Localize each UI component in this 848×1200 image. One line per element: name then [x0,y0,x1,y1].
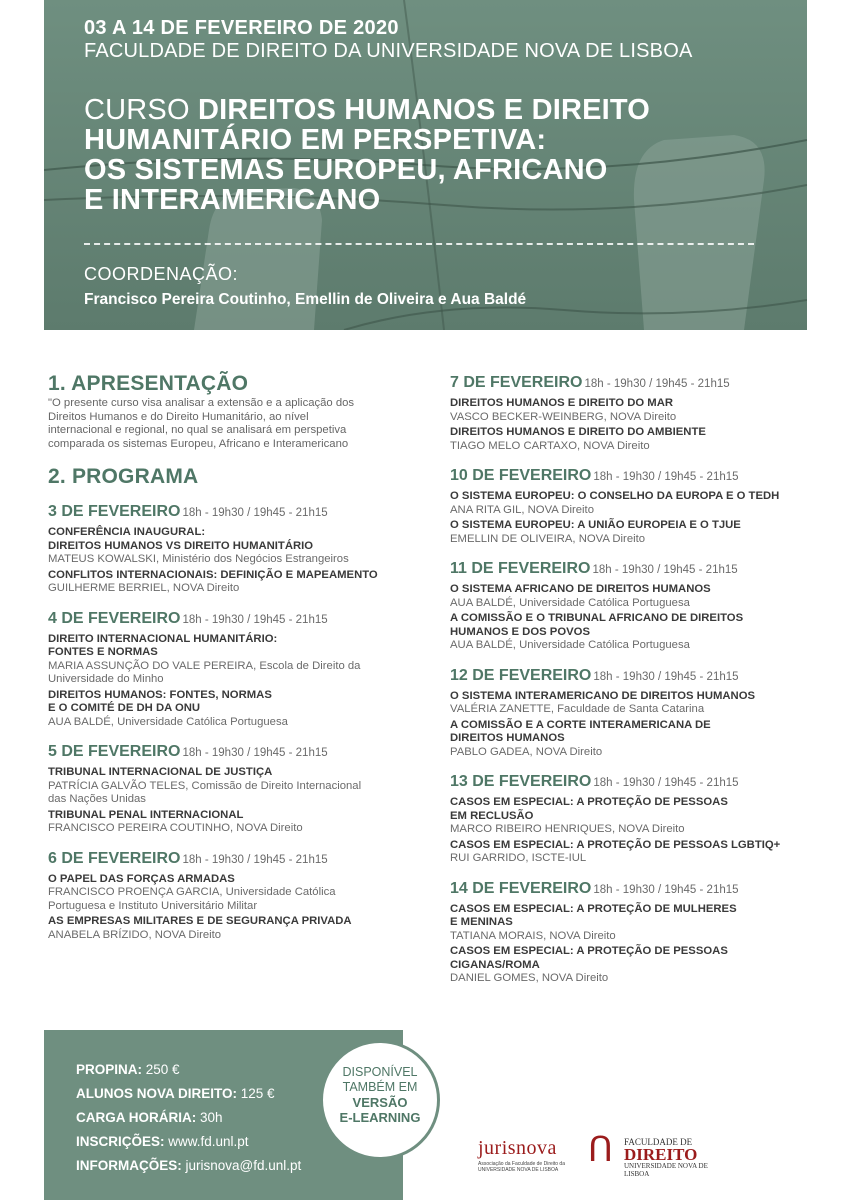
session-speaker: TATIANA MORAIS, NOVA Direito [450,929,616,942]
day-block [450,372,810,453]
day-header [450,878,810,901]
intro-line: "O presente curso visa analisar a extensão e a aplicação dos [48,397,355,409]
session [450,583,810,610]
session-title: O PAPEL DAS FORÇAS ARMADAS [48,872,235,885]
session-title: TRIBUNAL INTERNACIONAL DE JUSTIÇA [48,766,273,778]
host-school: FACULDADE DE DIREITO DA UNIVERSIDADE NOVA DE LISBOA [84,40,693,62]
session [450,903,810,944]
session [450,796,810,837]
session [48,689,408,730]
jurisnova-subtitle [478,1161,570,1173]
day-header [450,465,810,488]
day-header [450,665,810,688]
coordination-label: COORDENAÇÃO: [84,264,239,284]
course-title-line-3: OS SISTEMAS EUROPEU, AFRICANO [84,154,608,186]
course-title-lead: CURSO [84,94,198,126]
day-block [48,608,408,730]
fee-row [76,1062,180,1077]
day-title: 6 DE FEVEREIRO [48,849,181,867]
workload-label: CARGA HORÁRIA: [76,1110,197,1125]
elearning-badge [320,1040,440,1160]
session-title: A COMISSÃO E A CORTE INTERAMERICANA DE [450,718,711,731]
signup-label: INSCRIÇÕES: [76,1134,165,1149]
workload-row [76,1110,223,1125]
session-speaker: GUILHERME BERRIEL, NOVA Direito [48,582,240,594]
session [450,839,810,866]
right-column [450,372,810,986]
course-title-line-4: E INTERAMERICANO [84,184,381,216]
intro-line: Direitos Humanos e do Direito Humanitário, ao nível [48,410,309,423]
fd-logo-line-1: FACULDADE DE [624,1137,693,1147]
session-speaker: ANA RITA GIL, NOVA Direito [450,503,594,516]
session-title: DIREITO INTERNACIONAL HUMANITÁRIO: [48,632,278,645]
signup-link[interactable]: www.fd.unl.pt [164,1134,249,1149]
course-title-line-2: HUMANITÁRIO EM PERSPETIVA: [84,124,547,156]
dashed-divider [84,243,754,245]
session-title: CASOS EM ESPECIAL: A PROTEÇÃO DE PESSOAS LGBTIQ+ [450,838,781,851]
day-hours: 18h - 19h30 / 19h45 - 21h15 [593,471,739,483]
intro-line: comparada os sistemas Europeu, Africano e Interamericano [48,437,349,450]
day-hours: 18h - 19h30 / 19h45 - 21h15 [584,378,730,390]
fd-logo-line-3: UNIVERSIDADE NOVA DE LISBOA [624,1162,708,1178]
fee-value: 250 € [142,1062,180,1077]
fd-monogram-icon: ᑎ [588,1132,613,1169]
day-title: 7 DE FEVEREIRO [450,374,583,391]
jurisnova-subtitle-line: Associação da Faculdade de Direito da [478,1161,565,1167]
day-block [450,465,810,546]
session-speaker: MARIA ASSUNÇÃO DO VALE PEREIRA, Escola de Direito da [48,659,361,672]
day-hours: 18h - 19h30 / 19h45 - 21h15 [182,613,328,626]
contact-row [76,1158,301,1173]
session-title: DIREITOS HUMANOS E DIREITO DO MAR [450,397,674,409]
session-speaker: PABLO GADEA, NOVA Direito [450,745,603,758]
student-fee-value: 125 € [237,1086,275,1101]
day-hours: 18h - 19h30 / 19h45 - 21h15 [593,883,739,896]
intro-line: internacional e regional, no qual se analisará em perspetiva [48,424,347,436]
session-speaker: AUA BALDÉ, Universidade Católica Portuguesa [450,639,690,651]
day-block [48,848,408,943]
session-speaker: VASCO BECKER-WEINBERG, NOVA Direito [450,410,677,423]
header-banner [44,0,807,330]
intro-text [48,397,408,451]
section-title-apresentacao: 1. APRESENTAÇÃO [48,372,249,395]
faculdade-direito-logo [588,1132,718,1178]
contact-email-link[interactable]: jurisnova@fd.unl.pt [181,1158,302,1173]
day-header [48,501,408,524]
session-speaker: EMELLIN DE OLIVEIRA, NOVA Direito [450,532,646,545]
day-hours: 18h - 19h30 / 19h45 - 21h15 [592,564,738,576]
session-title: HUMANOS E DOS POVOS [450,625,590,638]
day-title: 3 DE FEVEREIRO [48,503,181,520]
session [450,719,810,760]
day-hours: 18h - 19h30 / 19h45 - 21h15 [182,507,328,519]
day-hours: 18h - 19h30 / 19h45 - 21h15 [593,670,739,683]
left-schedule [48,501,408,942]
session-title: CIGANAS/ROMA [450,958,540,971]
session-speaker: DANIEL GOMES, NOVA Direito [450,972,609,984]
session [450,397,810,424]
badge-line-3: VERSÃO [352,1095,408,1110]
session-title: EM RECLUSÃO [450,809,534,822]
session [48,526,408,567]
session [450,426,810,453]
day-block [48,741,408,836]
course-title [84,95,704,215]
session-title: DIREITOS HUMANOS VS DIREITO HUMANITÁRIO [48,539,314,552]
contact-label: INFORMAÇÕES: [76,1158,182,1173]
fd-logo-line-2: DIREITO [624,1145,698,1164]
day-title: 13 DE FEVEREIRO [450,773,592,790]
session-title: E O COMITÉ DE DH DA ONU [48,702,201,714]
signup-row [76,1134,249,1149]
session-speaker: AUA BALDÉ, Universidade Católica Portuguesa [48,715,288,728]
day-hours: 18h - 19h30 / 19h45 - 21h15 [593,777,739,789]
session [450,519,810,546]
event-dates: 03 A 14 DE FEVEREIRO DE 2020 [84,17,399,39]
session-speaker: AUA BALDÉ, Universidade Católica Portuguesa [450,596,690,609]
session [48,569,408,596]
student-fee-row [76,1086,275,1101]
session-speaker: Portuguesa e Instituto Universitário Militar [48,899,258,912]
session-title: O SISTEMA INTERAMERICANO DE DIREITOS HUMANOS [450,689,756,702]
session [450,612,810,653]
session-speaker: FRANCISCO PROENÇA GARCIA, Universidade Católica [48,886,336,898]
day-title: 11 DE FEVEREIRO [450,560,591,577]
day-title: 10 DE FEVEREIRO [450,467,592,484]
session [450,490,810,517]
day-header [48,608,408,631]
session [48,766,408,807]
day-title: 4 DE FEVEREIRO [48,609,181,627]
session-speaker: ANABELA BRÍZIDO, NOVA Direito [48,928,222,941]
day-hours: 18h - 19h30 / 19h45 - 21h15 [182,853,328,866]
session-title: CONFERÊNCIA INAUGURAL: [48,526,206,538]
day-block [450,771,810,866]
session-title: TRIBUNAL PENAL INTERNACIONAL [48,808,244,821]
day-header [48,741,408,764]
course-title-line-1: DIREITOS HUMANOS E DIREITO [198,94,651,126]
section-title-programa: 2. PROGRAMA [48,465,199,488]
session-speaker: TIAGO MELO CARTAXO, NOVA Direito [450,439,650,452]
badge-line-4: E-LEARNING [339,1110,421,1125]
session [48,915,408,942]
session-title: AS EMPRESAS MILITARES E DE SEGURANÇA PRIVADA [48,915,352,927]
session-speaker: Universidade do Minho [48,673,164,685]
session-title: O SISTEMA AFRICANO DE DIREITOS HUMANOS [450,583,711,595]
session-title: O SISTEMA EUROPEU: A UNIÃO EUROPEIA E O TJUE [450,519,741,531]
day-header [450,558,810,581]
session-speaker: MATEUS KOWALSKI, Ministério dos Negócios Estrangeiros [48,553,349,565]
session-title: CASOS EM ESPECIAL: A PROTEÇÃO DE PESSOAS [450,945,728,957]
jurisnova-subtitle-line: UNIVERSIDADE NOVA DE LISBOA [478,1167,559,1173]
day-title: 12 DE FEVEREIRO [450,666,592,684]
day-block [48,501,408,596]
day-header [450,372,810,395]
session-title: DIREITOS HUMANOS: FONTES, NORMAS [48,688,272,701]
coordinators: Francisco Pereira Coutinho, Emellin de Oliveira e Aua Baldé [84,291,527,308]
session-title: DIREITOS HUMANOS E DIREITO DO AMBIENTE [450,426,706,438]
session-speaker: VALÉRIA ZANETTE, Faculdade de Santa Catarina [450,703,705,715]
left-column [48,372,408,942]
session-speaker: MARCO RIBEIRO HENRIQUES, NOVA Direito [450,823,685,835]
session-speaker: FRANCISCO PEREIRA COUTINHO, NOVA Direito [48,822,303,834]
session-title: A COMISSÃO E O TRIBUNAL AFRICANO DE DIREITOS [450,612,744,624]
session [48,809,408,836]
day-title: 14 DE FEVEREIRO [450,879,592,897]
day-block [450,665,810,760]
day-title: 5 DE FEVEREIRO [48,743,181,760]
session-title: E MENINAS [450,916,513,928]
session-title: CASOS EM ESPECIAL: A PROTEÇÃO DE MULHERES [450,902,737,915]
session-speaker: das Nações Unidas [48,793,146,805]
day-header [48,848,408,871]
session-title: CONFLITOS INTERNACIONAIS: DEFINIÇÃO E MAPEAMENTO [48,568,378,581]
day-header [450,771,810,794]
jurisnova-logo [478,1137,570,1173]
badge-line-2: TAMBÉM EM [342,1080,418,1094]
session [48,633,408,687]
session [450,945,810,986]
badge-line-1: DISPONÍVEL [342,1065,418,1079]
jurisnova-wordmark: jurisnova [478,1137,557,1159]
day-hours: 18h - 19h30 / 19h45 - 21h15 [182,747,328,759]
fee-label: PROPINA: [76,1062,143,1077]
session-speaker: PATRÍCIA GALVÃO TELES, Comissão de Direito Internacional [48,779,362,792]
session-title: FONTES E NORMAS [48,646,158,658]
session-speaker: RUI GARRIDO, ISCTE-IUL [450,852,587,864]
right-schedule [450,372,810,986]
session-title: O SISTEMA EUROPEU: O CONSELHO DA EUROPA E O TEDH [450,490,780,502]
session-title: DIREITOS HUMANOS [450,732,565,744]
student-fee-label: ALUNOS NOVA DIREITO: [76,1086,238,1101]
day-block [450,878,810,986]
session [48,873,408,914]
workload-value: 30h [196,1110,223,1125]
day-block [450,558,810,653]
session [450,690,810,717]
session-title: CASOS EM ESPECIAL: A PROTEÇÃO DE PESSOAS [450,796,728,808]
